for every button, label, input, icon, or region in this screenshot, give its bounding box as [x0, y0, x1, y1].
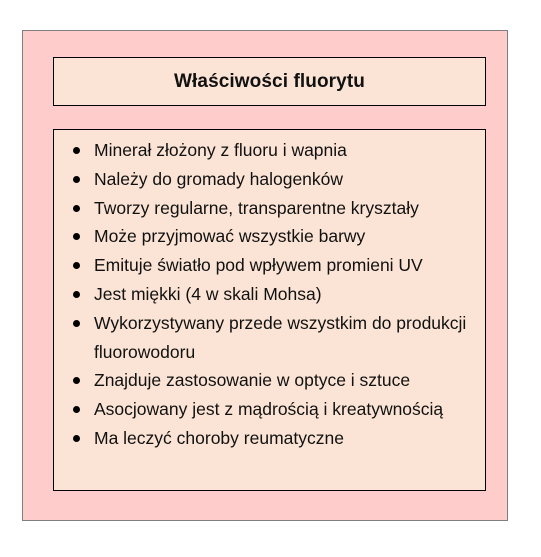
- bullet-icon: [73, 291, 80, 298]
- list-item-text: Może przyjmować wszystkie barwy: [94, 226, 366, 247]
- list-item: [54, 222, 485, 251]
- list-item-text: Emituje światło pod wpływem promieni UV: [94, 255, 423, 276]
- properties-list: [54, 136, 485, 453]
- list-item-text: Znajduje zastosowanie w optyce i sztuce: [94, 370, 411, 391]
- list-item-text: Należy do gromady halogenków: [94, 168, 344, 189]
- list-item: [54, 424, 485, 453]
- list-item: [54, 309, 485, 367]
- list-item: [54, 395, 485, 424]
- bullet-icon: [73, 176, 80, 183]
- bullet-icon: [73, 406, 80, 413]
- title-box: [53, 57, 486, 106]
- properties-list-box: [53, 129, 486, 491]
- bullet-icon: [73, 147, 80, 154]
- bullet-icon: [73, 233, 80, 240]
- bullet-icon: [73, 435, 80, 442]
- properties-panel: [22, 30, 508, 521]
- panel-title: Właściwości fluorytu: [174, 70, 365, 92]
- list-item: [54, 194, 485, 223]
- list-item-text: Minerał złożony z fluoru i wapnia: [94, 140, 347, 160]
- list-item: [54, 280, 485, 309]
- list-item: [54, 251, 485, 280]
- bullet-icon: [73, 320, 80, 327]
- bullet-icon: [73, 262, 80, 269]
- list-item-text: Tworzy regularne, transparentne kryształy: [94, 197, 419, 218]
- list-item: [54, 366, 485, 395]
- list-item: [54, 136, 485, 165]
- bullet-icon: [73, 377, 80, 384]
- list-item-text: Jest miękki (4 w skali Mohsa): [94, 283, 322, 304]
- list-item-text: Ma leczyć choroby reumatyczne: [94, 427, 344, 448]
- list-item-text: Asocjowany jest z mądrością i kreatywnością: [94, 399, 444, 420]
- list-item-text: Wykorzystywany przede wszystkim do produkcji fluorowodoru: [94, 312, 467, 362]
- list-item: [54, 165, 485, 194]
- bullet-icon: [73, 205, 80, 212]
